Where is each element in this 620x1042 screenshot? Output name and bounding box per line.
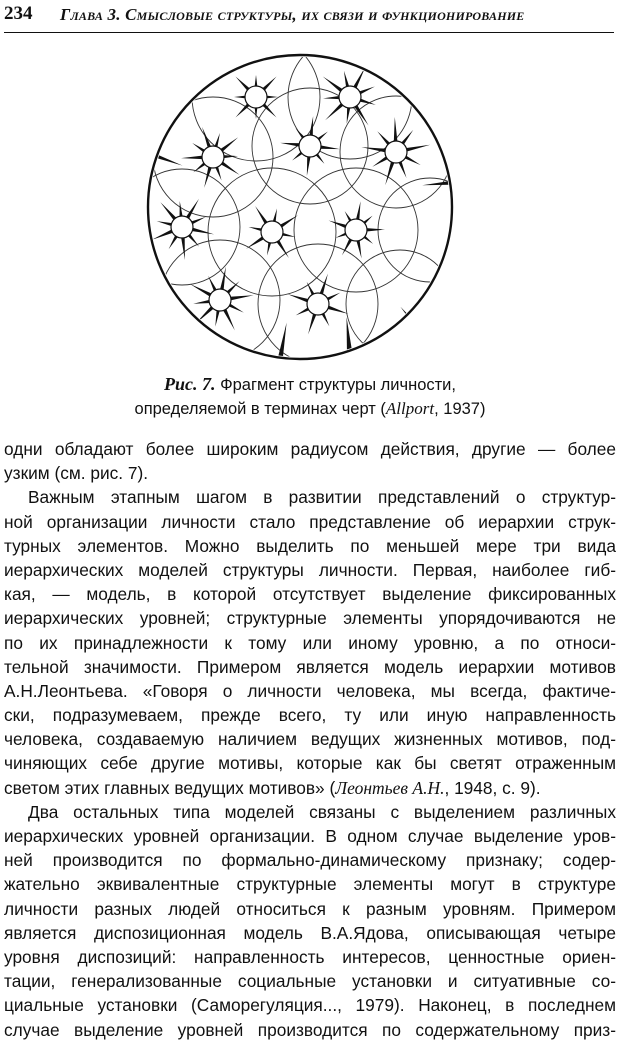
trait-center	[345, 219, 367, 241]
text-line: узким (см. рис. 7).	[4, 463, 149, 484]
text-line: случае выделение уровней производится по содержательному приз-	[4, 1019, 616, 1040]
text-line: кая, — модель, в которой отсутствует выделение фиксированных	[4, 584, 616, 605]
text-line: ной организации личности стало представление об иерархии струк-	[4, 511, 616, 532]
trait-center	[245, 86, 267, 108]
text-line: чиняющих себе другие мотивы, которые как бы светят отраженным	[4, 753, 616, 774]
text-line: иерархических моделей структуры личности. Первая, наиболее гиб-	[4, 559, 616, 580]
citation-author: Леонтьев А.Н.	[335, 777, 445, 798]
trait-center	[261, 221, 283, 243]
text-line: А.Н.Леонтьева. «Говоря о личности человека, мы всегда, фактиче-	[4, 680, 616, 701]
caption-label: Рис. 7.	[163, 374, 216, 394]
paragraph-start: Два остальных типа моделей связаны с выделением различных	[28, 801, 616, 822]
paragraph-start: Важным этапным шагом в развитии представлений о структур-	[28, 487, 616, 508]
figure-contents	[124, 42, 482, 364]
text-line: жательно эквивалентные структурные элементы могут в структуре	[4, 874, 616, 895]
text-line: ней производится по формально-динамическому признаку; содер-	[4, 850, 616, 871]
trait-radius-circle	[346, 250, 454, 358]
text-line: является диспозиционная модель В.А.Ядова, описывающая четыре	[4, 922, 616, 943]
running-head: Глава 3. Смысловые структуры, их связи и функционирование	[60, 5, 525, 24]
text-line: человека, создаваемую наличием ведущих жизненных мотивов, под-	[4, 729, 616, 750]
text-line: тации, генерализованные социальные установки и ситуативные со-	[4, 971, 616, 992]
caption-citation-year: , 1937)	[434, 400, 486, 418]
trait-spike	[400, 307, 432, 344]
text-line: одни обладают более широким радиусом действия, другие — более	[4, 439, 616, 459]
trait-center	[385, 141, 407, 163]
trait-structure-circle-diagram	[100, 42, 525, 372]
figure-caption	[0, 372, 620, 421]
trait-spike	[144, 150, 182, 166]
text-line: турных элементов. Можно выделить по меньшей мере три вида	[4, 535, 616, 556]
text-line: уровня диспозиций: направленность интересов, ценностные ориен-	[4, 946, 616, 967]
trait-radius-circle	[378, 178, 482, 282]
text-line: иерархических уровней; структурные элементы упорядочиваются не	[4, 608, 616, 629]
text-line-with-citation	[4, 776, 616, 800]
text-span: светом этих главных ведущих мотивов» (	[4, 777, 336, 798]
page-header	[4, 2, 614, 33]
caption-text-line-1: Фрагмент структуры личности,	[220, 376, 456, 394]
caption-citation: Allport	[385, 399, 435, 418]
text-line: циальные установки (Саморегуляция..., 1979). Наконец, в последнем	[4, 995, 616, 1016]
text-line: иерархических уровней организации. В одном случае выделение уров-	[4, 826, 616, 846]
caption-text-line-2: определяемой в терминах черт (	[134, 400, 386, 418]
trait-center	[299, 135, 321, 157]
trait-center	[202, 146, 224, 168]
text-line: по их принадлежности к тому или иному уровню, а по относи-	[4, 632, 616, 653]
figure-7	[100, 42, 525, 372]
text-line: ски, подразумеваем, прежде всего, ту или иную направленность	[4, 705, 616, 726]
citation-year: , 1948, с. 9).	[444, 777, 541, 798]
trait-center	[171, 216, 193, 238]
text-line: личности разных людей относиться к разным уровням. Примером	[4, 898, 616, 919]
trait-center	[339, 86, 361, 108]
trait-center	[307, 293, 329, 315]
body-text	[4, 437, 616, 1042]
text-line: тельной значимости. Примером является модель иерархии мотивов	[4, 656, 616, 677]
page-number: 234	[4, 3, 33, 24]
trait-spike	[422, 179, 460, 185]
trait-center	[209, 289, 231, 311]
